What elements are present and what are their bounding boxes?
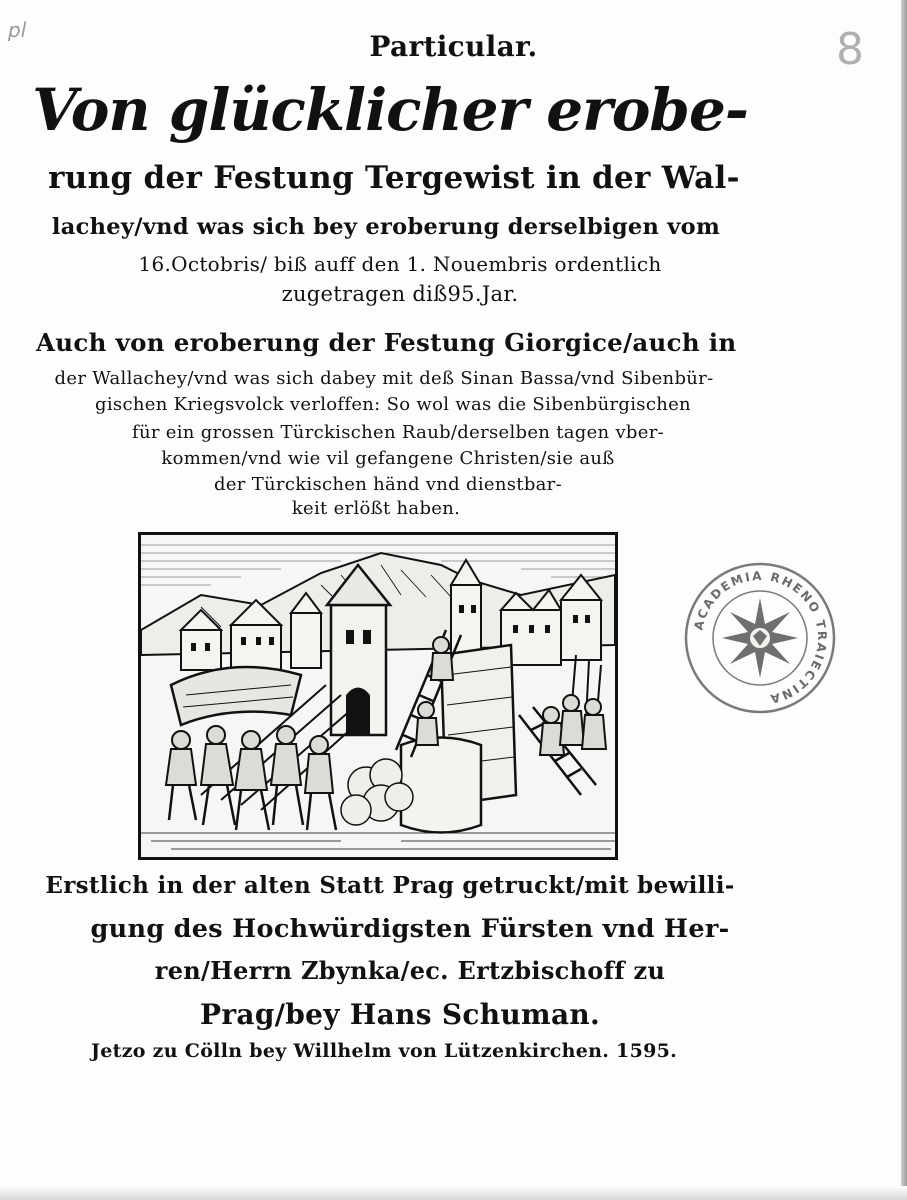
woodcut-illustration — [138, 532, 618, 860]
kicker: Particular. — [369, 30, 538, 63]
section-line-2: der Wallachey/vnd was sich dabey mit deß Sinan Bassa/vnd Sibenbür- — [54, 368, 714, 389]
subtitle-line-1: rung der Festung Tergewist in der Wal- — [48, 160, 740, 196]
page-title: Von glücklicher erobe- — [32, 76, 748, 144]
margin-note-right: 8 — [836, 24, 864, 75]
imprint-line-4: Prag/bey Hans Schuman. — [200, 998, 601, 1031]
section-heading: Auch von eroberung der Festung Giorgice/auch in — [36, 328, 737, 357]
siege-scene-image — [141, 535, 615, 857]
section-line-5: kommen/vnd wie vil gefangene Christen/sie auß — [161, 448, 615, 469]
library-stamp — [682, 560, 838, 716]
imprint-line-5: Jetzo zu Cölln bey Willhelm von Lützenkirchen. 1595. — [90, 1040, 678, 1062]
stamp-text: ACADEMIA RHENO TRAIECTINA — [691, 568, 830, 707]
section-line-3: gischen Kriegsvolck verloffen: So wol was die Sibenbürgischen — [95, 394, 691, 415]
section-line-7: keit erlößt haben. — [291, 498, 461, 519]
subtitle-line-4: zugetragen diß95.Jar. — [281, 282, 519, 306]
section-line-4: für ein grossen Türckischen Raub/derselben tagen vber- — [131, 422, 664, 443]
margin-note-left: pl — [8, 18, 27, 42]
imprint-line-3: ren/Herrn Zbynka/ec. Ertzbischoff zu — [154, 956, 666, 985]
imprint-line-2: gung des Hochwürdigsten Fürsten vnd Her- — [90, 914, 730, 944]
imprint-line-1: Erstlich in der alten Statt Prag getruckt/mit bewilli- — [45, 872, 735, 899]
subtitle-line-3: 16.Octobris/ biß auff den 1. Nouembris ordentlich — [138, 252, 662, 276]
stamp-seal-image — [682, 560, 838, 716]
page-edge-shadow — [901, 0, 907, 1200]
page-bottom-shadow — [0, 1186, 907, 1200]
subtitle-line-2: lachey/vnd was sich bey eroberung derselbigen vom — [51, 214, 721, 240]
section-line-6: der Türckischen händ vnd dienstbar- — [214, 474, 562, 495]
